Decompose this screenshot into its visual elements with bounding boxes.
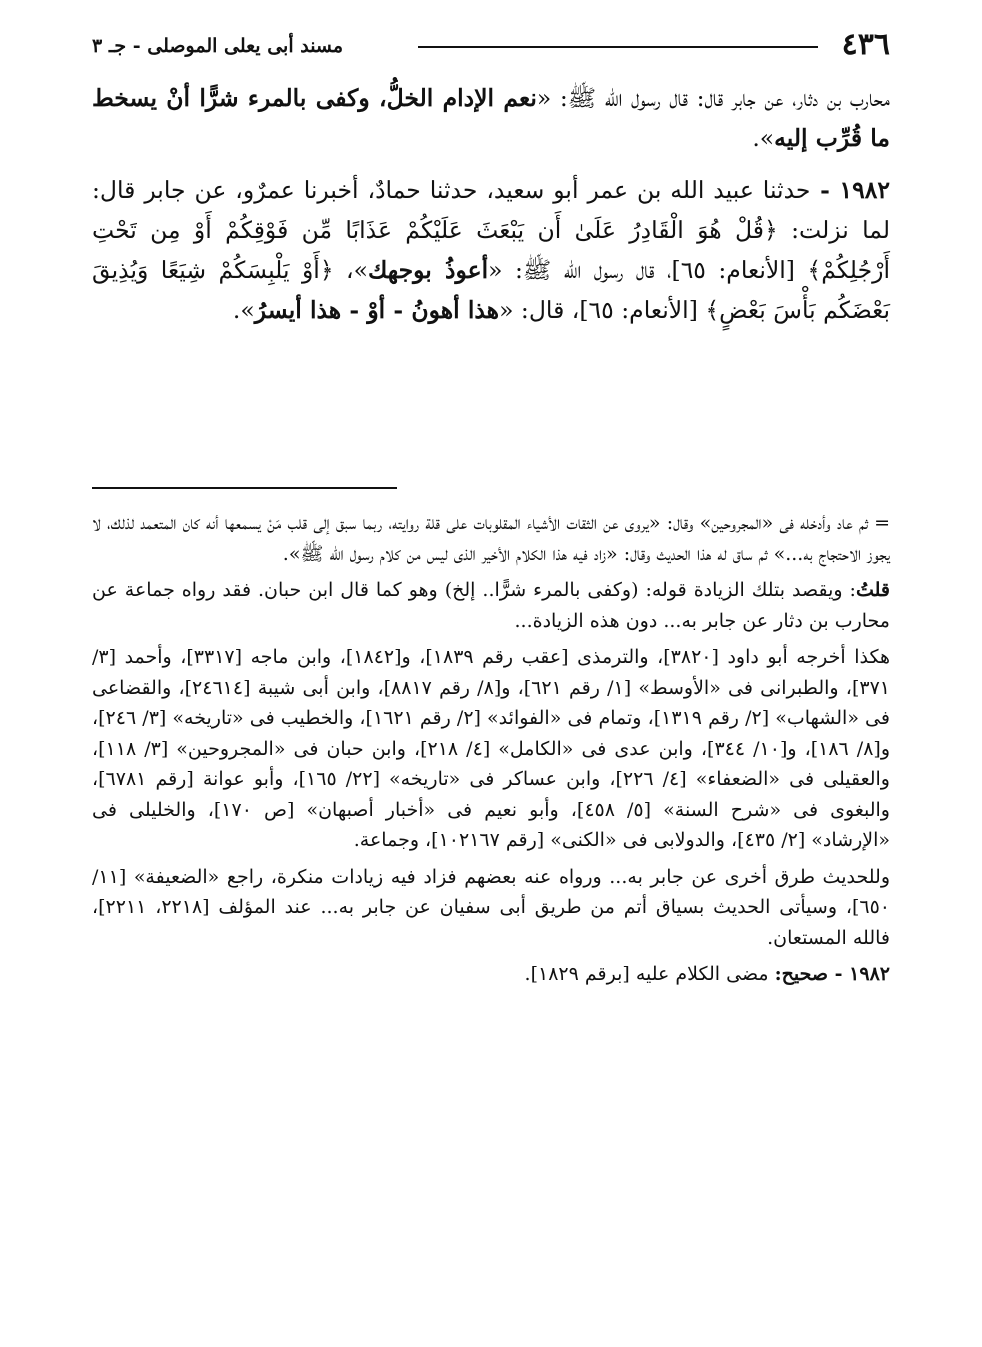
saying-2: هذا أهونُ - أوْ - هذا أيسرُ — [254, 296, 500, 324]
footnote-continuation: =ثم عاد وأدخله فى «المجروحين» وقال: «يروى عن الثقات الأشياء المقلوبات على قلة روايته، ربما سبق إلى قلب مَنْ يسمعها أنه كان المتعمد لذلك، لا يجوز الاحتجاج به...» ثم ساق له هذا الحديث وقال: «زاد فيه هذا الكلام الأخير الذى ليس من كلام رسول الله ﷺ». — [92, 508, 890, 569]
isnad: حدثنا عبيد الله بن عمر أبو سعيد، حدثنا حمادٌ، أخبرنا عمرٌو، عن جابر قال: لما نزلت: ﴿ — [92, 176, 890, 244]
page-number: ٤٣٦ — [841, 27, 890, 62]
footnote-grading: ١٩٨٢ - صحيح: مضى الكلام عليه [برقم ١٨٢٩]. — [524, 963, 890, 985]
continuation-marker: = — [874, 512, 890, 534]
quran-ayah-1: قُلْ هُوَ الْقَادِرُ عَلَىٰ أَن يَبْعَثَ عَلَيْكُمْ عَذَابًا مِّن فَوْقِكُمْ أَوْ مِن تَحْتِ أَرْجُلِكُمْ — [92, 216, 890, 284]
footnote-separator — [92, 487, 397, 489]
book-title: مسند أبى يعلى الموصلى - جـ ٣ — [92, 35, 344, 57]
footnotes — [92, 508, 890, 996]
footnote-comment: قلتُ: ويقصد بتلك الزيادة قوله: (وكفى بالمرء شرًّا.. إلخ) وهو كما قال ابن حبان. فقد رواه جماعة عن محارب بن دثار عن جابر به... دون هذه الزيادة... — [92, 579, 890, 632]
page-header — [92, 28, 890, 64]
hadith-1982: ١٩٨٢ - حدثنا عبيد الله بن عمر أبو سعيد، حدثنا حمادٌ، أخبرنا عمرٌو، عن جابر قال: لما نزلت: ﴿قُلْ هُوَ الْقَادِرُ عَلَىٰ أَن يَبْعَثَ عَلَيْكُمْ عَذَابًا مِّن فَوْقِكُمْ أَوْ مِن تَحْتِ أَرْجُلِكُمْ﴾ [الأنعام: ٦٥]، قال رسول الله ﷺ: «أعوذُ بوجهك»، ﴿أَوْ يَلْبِسَكُمْ شِيَعًا وَيُذِيقَ بَعْضَكُم بَأْسَ بَعْضٍ﴾ [الأنعام: ٦٥]، قال: «هذا أهونُ - أوْ - هذا أيسرُ». — [92, 176, 890, 324]
saying-1: أعوذُ بوجهك — [368, 256, 489, 284]
quran-ayah-2: أَوْ يَلْبِسَكُمْ شِيَعًا وَيُذِيقَ بَعْضَكُم بَأْسَ بَعْضٍ — [92, 256, 890, 324]
hadith-previous: محارب بن دثار، عن جابر قال: قال رسول الله ﷺ: «نعم الإدام الخلُّ، وكفى بالمرء شرًّا أنْ يسخط ما قُرِّب إليه». — [92, 84, 890, 152]
main-text — [92, 78, 890, 342]
footnote-sources: هكذا أخرجه أبو داود [٣٨٢٠]، والترمذى [عقب رقم ١٨٣٩]، و[١٨٤٢]، وابن ماجه [٣٣١٧]، وأحمد [٣/ ٣٧١]، والطبرانى فى «الأوسط» [١/ رقم ٦٢١]، و[٨/ رقم ٨٨١٧]، وابن أبى شيبة [٢٤٦١٤]، والقضاعى فى «الشهاب» [٢/ رقم ١٣١٩]، وتمام فى «الفوائد» [٢/ رقم ١٦٢١]، والخطيب فى «تاريخه» [٣/ ٢٤٦]، و[٨/ ١٨٦]، و[١٠/ ٣٤٤]، وابن عدى فى «الكامل» [٤/ ٢١٨]، وابن حبان فى «المجروحين» [٣/ ١١٨]، والعقيلى فى «الضعفاء» [٤/ ٢٢٦]، وابن عساكر فى «تاريخه» [٢٢/ ١٦٥]، وأبو عوانة [رقم ٦٧٨١]، والبغوى فى «شرح السنة» [٥/ ٤٥٨]، وأبو نعيم فى «أخبار أصبهان» [ص ١٧٠]، والخليلى فى «الإرشاد» [٢/ ٤٣٥]، والدولابى فى «الكنى» [رقم ١٠٢١٦٧]، وجماعة. — [92, 646, 890, 851]
prophetic-saying: نعم الإدام الخلُّ، وكفى بالمرء شرًّا أنْ يسخط ما قُرِّب إليه — [92, 84, 890, 152]
hadith-number: ١٩٨٢ - — [810, 176, 890, 204]
footnote-other-paths: وللحديث طرق أخرى عن جابر به... ورواه عنه بعضهم فزاد فيه زيادات منكرة، راجع «الضعيفة» [١١/ ٦٥٠]، وسيأتى الحديث بسياق أتم من طريق أبى سفيان عن جابر به... عند المؤلف [٢٢١٨، ٢٢١١]، فالله المستعان. — [92, 865, 890, 949]
header-rule — [418, 46, 818, 48]
